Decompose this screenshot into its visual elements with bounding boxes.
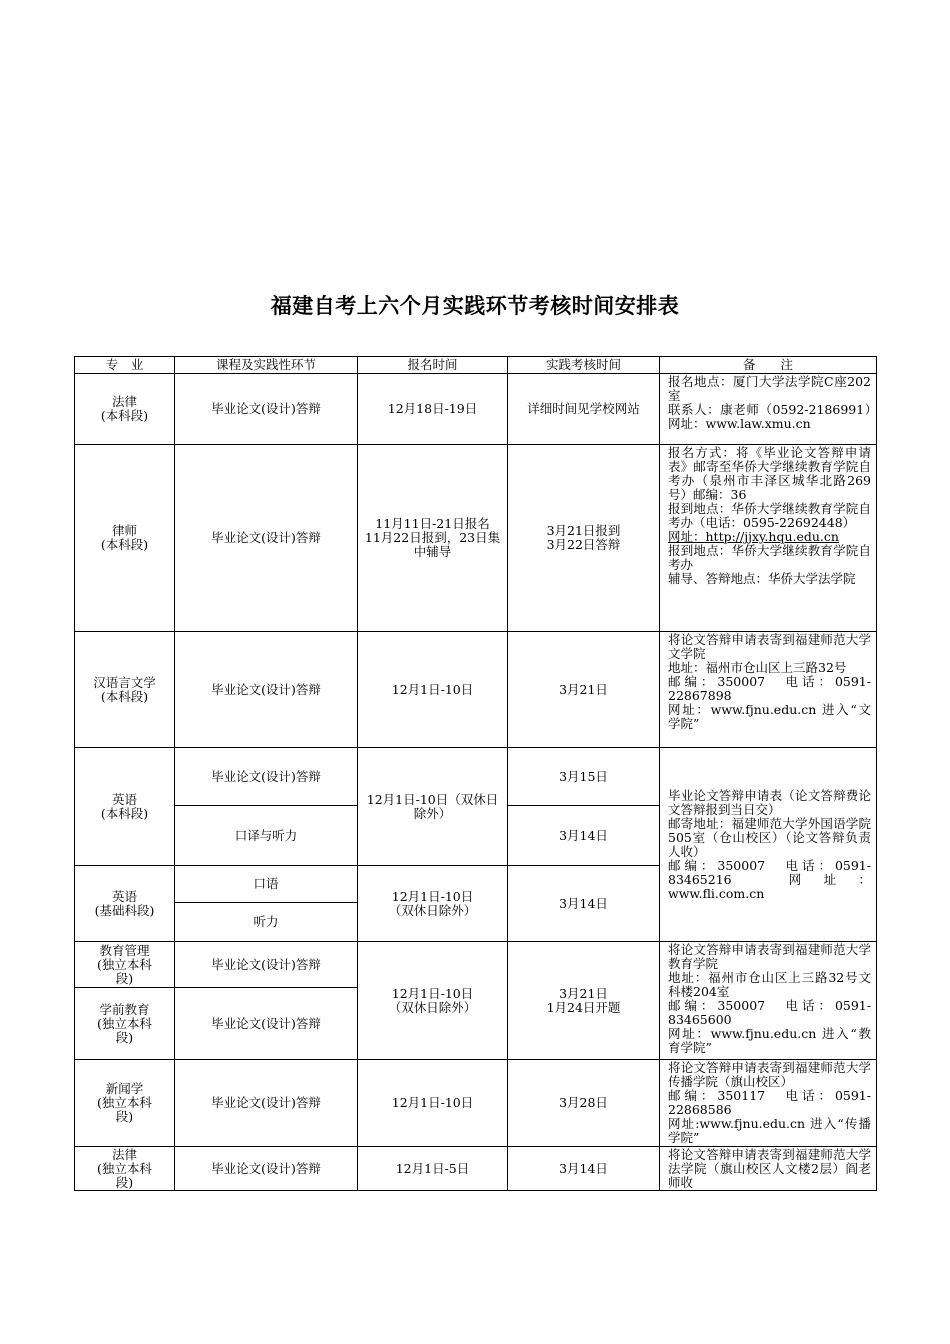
major-cell: 新闻学 (独立本科 段) <box>75 1060 175 1147</box>
course-cell: 毕业论文(设计)答辩 <box>175 1147 358 1191</box>
exam-time-cell: 3月14日 <box>508 1147 660 1191</box>
registration-cell: 12月1日-10日 （双休日除外） <box>358 942 508 1060</box>
notes-cell: 将论文答辩申请表寄到福建师范大学教育学院 地址：福州市仓山区上三路32号文科楼204室 邮编：350007 电话：0591-83465600 网址：www.fjnu.edu.cn 进入“教育学院” <box>660 942 877 1060</box>
exam-time-cell: 3月28日 <box>508 1060 660 1147</box>
course-cell: 毕业论文(设计)答辩 <box>175 374 358 445</box>
course-cell: 听力 <box>175 903 358 942</box>
registration-cell: 12月1日-10日 <box>358 1060 508 1147</box>
exam-time-cell: 3月21日 <box>508 632 660 748</box>
course-cell: 毕业论文(设计)答辩 <box>175 748 358 806</box>
course-cell: 毕业论文(设计)答辩 <box>175 445 358 632</box>
table-row <box>75 1060 877 1147</box>
course-cell: 毕业论文(设计)答辩 <box>175 632 358 748</box>
table-row <box>75 632 877 748</box>
exam-time-cell: 3月21日 1月24日开题 <box>508 942 660 1060</box>
header-row <box>75 357 877 374</box>
course-cell: 毕业论文(设计)答辩 <box>175 988 358 1060</box>
header-major: 专 业 <box>75 357 175 374</box>
table-row <box>75 1147 877 1191</box>
registration-cell: 12月1日-10日 <box>358 632 508 748</box>
exam-time-cell: 3月21日报到 3月22日答辩 <box>508 445 660 632</box>
table-row <box>75 748 877 806</box>
header-exam-time: 实践考核时间 <box>508 357 660 374</box>
table-row <box>75 374 877 445</box>
registration-cell: 12月1日-10日（双休日除外） <box>358 748 508 866</box>
header-course: 课程及实践性环节 <box>175 357 358 374</box>
exam-time-cell: 3月14日 <box>508 866 660 942</box>
major-cell: 法律 (独立本科 段) <box>75 1147 175 1191</box>
notes-cell: 报名地点：厦门大学法学院C座202室 联系人：康老师（0592-2186991）网址：www.law.xmu.cn <box>660 374 877 445</box>
table-row <box>75 445 877 632</box>
registration-cell: 12月18日-19日 <box>358 374 508 445</box>
notes-cell: 将论文答辩申请表寄到福建师范大学法学院（旗山校区人文楼2层）阎老师收 <box>660 1147 877 1191</box>
major-cell: 汉语言文学 (本科段) <box>75 632 175 748</box>
table-row <box>75 942 877 988</box>
registration-cell: 12月1日-5日 <box>358 1147 508 1191</box>
course-cell: 毕业论文(设计)答辩 <box>175 942 358 988</box>
major-cell: 教育管理 (独立本科 段) <box>75 942 175 988</box>
course-cell: 口译与听力 <box>175 806 358 866</box>
header-registration: 报名时间 <box>358 357 508 374</box>
course-cell: 口语 <box>175 866 358 903</box>
notes-cell: 将论文答辩申请表寄到福建师范大学文学院 地址：福州市仓山区上三路32号 邮编：350007 电话：0591-22867898 网址：www.fjnu.edu.cn 进入“文学院” <box>660 632 877 748</box>
major-cell: 学前教育 (独立本科 段) <box>75 988 175 1060</box>
major-cell: 法律 (本科段) <box>75 374 175 445</box>
page-title: 福建自考上六个月实践环节考核时间安排表 <box>270 294 680 318</box>
registration-cell: 11月11日-21日报名 11月22日报到，23日集中辅导 <box>358 445 508 632</box>
notes-cell: 毕业论文答辩申请表（论文答辩费论文答辩报到当日交） 邮寄地址：福建师范大学外国语学院505室（仓山校区）（论文答辩负责人收） 邮编：350007 电话：0591-83465216 网址：www.fli.com.cn <box>660 748 877 942</box>
major-cell: 英语 (本科段) <box>75 748 175 866</box>
header-notes: 备 注 <box>660 357 877 374</box>
exam-time-cell: 3月15日 <box>508 748 660 806</box>
notes-cell: 报名方式：将《毕业论文答辩申请表》邮寄至华侨大学继续教育学院自考办（泉州市丰泽区城华北路269号）邮编：36 报到地点：华侨大学继续教育学院自考办（电话：0595-22692448） 网址：http://jjxy.hqu.edu.cn 报到地点：华侨大学继续教育学院自考办 辅导、答辩地点：华侨大学法学院 <box>660 445 877 632</box>
course-cell: 毕业论文(设计)答辩 <box>175 1060 358 1147</box>
schedule-table <box>74 356 877 1191</box>
major-cell: 律师 (本科段) <box>75 445 175 632</box>
major-cell: 英语 (基础科段) <box>75 866 175 942</box>
notes-cell: 将论文答辩申请表寄到福建师范大学传播学院（旗山校区） 邮编：350117 电话：0591-22868586 网址:www.fjnu.edu.cn 进入“传播学院” <box>660 1060 877 1147</box>
registration-cell: 12月1日-10日 （双休日除外） <box>358 866 508 942</box>
exam-time-cell: 详细时间见学校网站 <box>508 374 660 445</box>
exam-time-cell: 3月14日 <box>508 806 660 866</box>
website-link[interactable]: 网址：http://jjxy.hqu.edu.cn <box>668 529 839 544</box>
